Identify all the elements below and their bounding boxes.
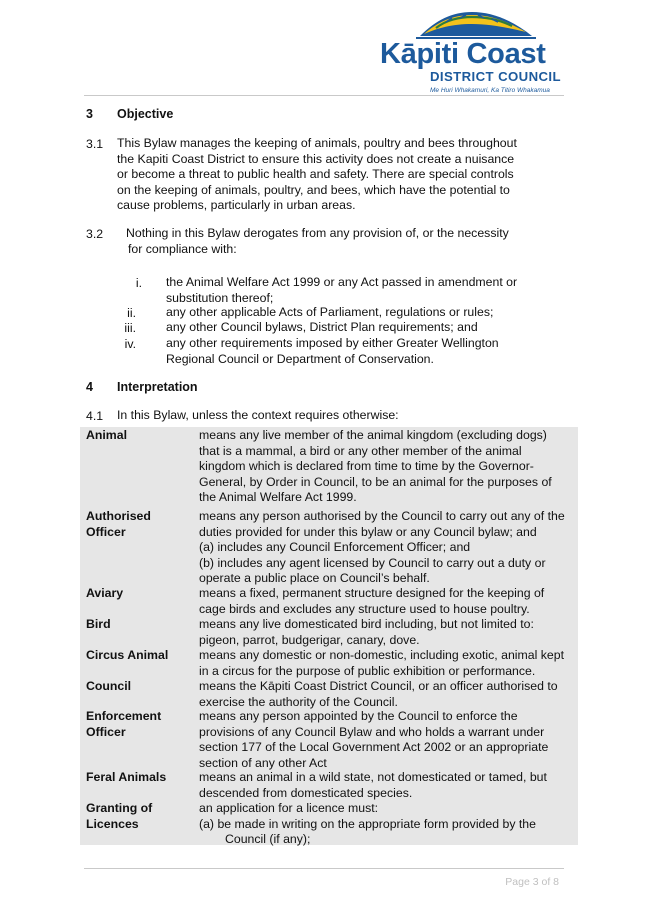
definition-line: descended from domesticated species. xyxy=(199,785,413,800)
clause-3-1-line: This Bylaw manages the keeping of animals, poultry and bees throughout xyxy=(117,136,517,150)
section-3-title: Objective xyxy=(117,107,174,121)
definition-line: means any person authorised by the Council to carry out any of the xyxy=(199,509,565,523)
definition-line: (a) includes any Council Enforcement Officer; and xyxy=(199,540,471,554)
definition-line: pigeon, parrot, budgerigar, canary, dove. xyxy=(199,632,420,647)
list-item-line: any other applicable Acts of Parliament, regulations or rules; xyxy=(166,305,494,319)
definition-line: kingdom which is declared from time to time by the Governor- xyxy=(199,459,534,473)
term-feral-animals xyxy=(86,770,166,786)
term-line: Enforcement xyxy=(86,709,162,723)
clause-3-2-line: for compliance with: xyxy=(128,241,237,256)
term-line: Feral Animals xyxy=(86,770,167,784)
definition-line: (b) includes any agent licensed by Council to carry out a duty or xyxy=(199,555,546,570)
header-rule xyxy=(84,95,564,96)
list-item xyxy=(166,305,493,321)
definition-line: means any live member of the animal kingdom (excluding dogs) xyxy=(199,428,547,442)
list-item xyxy=(166,275,517,306)
list-item-number: iv. xyxy=(124,337,136,351)
definition-line: means an animal in a wild state, not domesticated or tamed, but xyxy=(199,770,547,784)
section-4-title: Interpretation xyxy=(117,380,198,394)
definition-line: operate a public place on Council’s behalf. xyxy=(199,571,430,585)
definition-line: means any live domesticated bird including, but not limited to: xyxy=(199,617,534,631)
term-line: Officer xyxy=(86,724,126,739)
hills-logo-icon xyxy=(416,6,536,40)
definition-line: Council (if any); xyxy=(225,832,311,846)
definition-line: section 177 of the Local Government Act 2002 or an appropriate xyxy=(199,740,549,754)
page-number: Page 3 of 8 xyxy=(505,876,559,888)
definition-line: the Animal Welfare Act 1999. xyxy=(199,490,357,504)
term-line: Granting of xyxy=(86,801,153,815)
definition-animal xyxy=(199,428,584,506)
term-circus-animal xyxy=(86,648,168,664)
term-line: Authorised xyxy=(86,509,151,523)
clause-3-2 xyxy=(126,226,509,257)
definition-line: provisions of any Council Bylaw and who holds a warrant under xyxy=(199,724,545,739)
definition-line: means any person appointed by the Council to enforce the xyxy=(199,709,518,723)
term-line: Animal xyxy=(86,428,127,442)
section-3-number: 3 xyxy=(86,107,93,121)
definition-feral-animals xyxy=(199,770,584,801)
term-enforcement-officer xyxy=(86,709,161,740)
term-animal xyxy=(86,428,127,444)
list-item-line: the Animal Welfare Act 1999 or any Act passed in amendment or xyxy=(166,275,518,289)
clause-3-1-line: on the keeping of animals, poultry, and bees, which have the potential to xyxy=(117,182,510,197)
definition-line: an application for a licence must: xyxy=(199,801,379,815)
definition-line: cage birds and excludes any structure used to house poultry. xyxy=(199,601,530,616)
clause-4-1-number: 4.1 xyxy=(86,409,104,423)
logo-motto: Me Huri Whakamuri, Ka Titiro Whakamua xyxy=(430,87,550,94)
term-council xyxy=(86,679,131,695)
list-item-number: iii. xyxy=(124,321,136,335)
list-item-line: any other Council bylaws, District Plan requirements; and xyxy=(166,320,478,334)
section-4-number: 4 xyxy=(86,380,93,394)
definition-line: means any domestic or non-domestic, including exotic, animal kept xyxy=(199,648,564,662)
clause-3-1-line: cause problems, particularly in urban areas. xyxy=(117,198,356,212)
clause-3-2-number: 3.2 xyxy=(86,227,104,241)
term-line: Circus Animal xyxy=(86,648,169,662)
definition-line: that is a mammal, a bird or any other member of the animal xyxy=(199,443,522,458)
term-line: Officer xyxy=(86,524,126,539)
definition-line: section of any other Act xyxy=(199,755,327,770)
definition-bird xyxy=(199,617,584,648)
logo-council: DISTRICT COUNCIL xyxy=(430,69,561,84)
term-aviary xyxy=(86,586,123,602)
definition-line: means a fixed, permanent structure designed for the keeping of xyxy=(199,586,545,600)
definition-line: in a circus for the purpose of public exhibition or performance. xyxy=(199,663,536,678)
clause-4-1: In this Bylaw, unless the context requires otherwise: xyxy=(117,408,399,422)
definition-line: means the Kāpiti Coast District Council, or an officer authorised to xyxy=(199,679,558,693)
logo-name: Kāpiti Coast xyxy=(380,38,546,70)
clause-3-1-line: or become a threat to public health and safety. There are special controls xyxy=(117,167,514,181)
list-item xyxy=(166,320,478,336)
term-line: Licences xyxy=(86,816,139,831)
list-item-line: substitution thereof; xyxy=(166,290,274,305)
list-item-line: Regional Council or Department of Conservation. xyxy=(166,351,434,366)
clause-3-1-number: 3.1 xyxy=(86,137,104,151)
definition-line: exercise the authority of the Council. xyxy=(199,694,398,709)
term-line: Council xyxy=(86,679,132,693)
definition-line: (a) be made in writing on the appropriate form provided by the xyxy=(199,816,536,831)
definition-council xyxy=(199,679,584,710)
clause-3-1 xyxy=(117,136,517,214)
definition-circus-animal xyxy=(199,648,584,679)
definition-granting-of-licences xyxy=(199,801,584,848)
definition-line: duties provided for under this bylaw or any Council bylaw; and xyxy=(199,524,537,539)
term-line: Aviary xyxy=(86,586,124,600)
definition-line: General, by Order in Council, to be an animal for the purposes of xyxy=(199,474,552,489)
definition-enforcement-officer xyxy=(199,709,584,771)
list-item-line: any other requirements imposed by either Greater Wellington xyxy=(166,336,499,350)
definition-aviary xyxy=(199,586,584,617)
list-item xyxy=(166,336,499,367)
list-item-number: i. xyxy=(135,276,142,290)
clause-3-1-line: the Kapiti Coast District to ensure this activity does not create a nuisance xyxy=(117,151,515,166)
definition-authorised-officer xyxy=(199,509,584,587)
term-bird xyxy=(86,617,111,633)
clause-3-2-line: Nothing in this Bylaw derogates from any provision of, or the necessity xyxy=(126,226,509,240)
term-granting-of-licences xyxy=(86,801,152,832)
term-authorised-officer xyxy=(86,509,151,540)
term-line: Bird xyxy=(86,617,111,631)
footer-rule xyxy=(84,868,564,869)
list-item-number: ii. xyxy=(127,306,136,320)
council-logo xyxy=(378,6,578,96)
